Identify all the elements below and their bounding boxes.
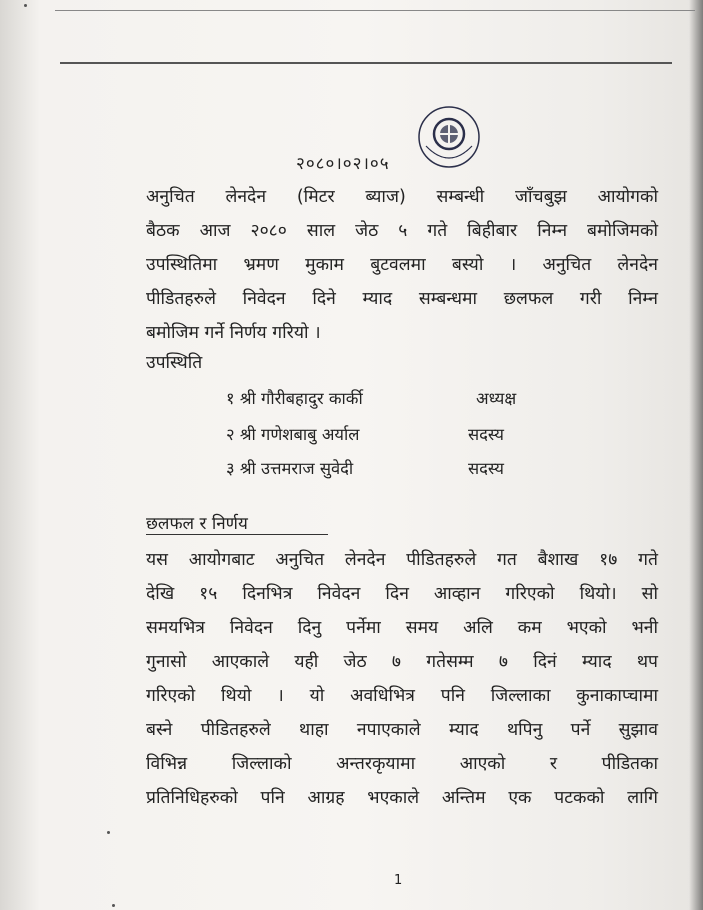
paper-top-edge xyxy=(55,10,695,11)
commission-seal-icon xyxy=(416,104,482,170)
discussion-line: यस आयोगबाट अनुचित लेनदेन पीडितहरुले गत बैशाख १७ गते xyxy=(146,550,658,570)
member-role: सदस्य xyxy=(468,425,504,444)
member-name: १ श्री गौरीबहादुर कार्की xyxy=(226,389,363,408)
discussion-line: देखि १५ दिनभित्र निवेदन दिन आव्हान गरिएको थियो। सो xyxy=(146,584,658,604)
page-number: 1 xyxy=(394,873,403,888)
discussion-line: गरिएको थियो । यो अवधिभित्र पनि जिल्लाका कुनाकाप्चामा xyxy=(146,686,658,706)
header-rule xyxy=(60,62,672,64)
discussion-paragraph xyxy=(146,543,658,815)
scan-speck xyxy=(107,831,110,834)
discussion-heading: छलफल र निर्णय xyxy=(146,514,248,534)
intro-line: उपस्थितिमा भ्रमण मुकाम बुटवलमा बस्यो । अनुचित लेनदेन xyxy=(146,255,658,275)
discussion-line: बस्ने पीडितहरुले थाहा नपाएकाले म्याद थपिनु पर्ने सुझाव xyxy=(146,720,658,740)
discussion-line: समयभित्र निवेदन दिनु पर्नेमा समय अलि कम भएको भनी xyxy=(146,618,658,638)
discussion-line: गुनासो आएकाले यही जेठ ७ गतेसम्म ७ दिनं म्याद थप xyxy=(146,652,658,672)
attendance-heading: उपस्थिति xyxy=(146,353,203,373)
member-name: ३ श्री उत्तमराज सुवेदी xyxy=(226,459,354,478)
discussion-line: विभिन्न जिल्लाको अन्तरकृयामा आएको र पीडितका xyxy=(146,754,658,774)
intro-line: पीडितहरुले निवेदन दिने म्याद सम्बन्धमा छलफल गरी निम्न xyxy=(146,289,658,309)
intro-line: बैठक आज २०८० साल जेठ ५ गते बिहीबार निम्न बमोजिमको xyxy=(146,221,658,241)
scan-shadow xyxy=(689,0,703,910)
member-role: सदस्य xyxy=(468,459,504,478)
member-name: २ श्री गणेशबाबु अर्याल xyxy=(226,425,360,444)
scan-speck xyxy=(24,4,27,7)
intro-line: बमोजिम गर्ने निर्णय गरियो । xyxy=(146,323,321,343)
intro-paragraph xyxy=(146,180,658,350)
meeting-date: २०८०।०२।०५ xyxy=(296,154,390,174)
scan-speck xyxy=(112,904,115,907)
member-role: अध्यक्ष xyxy=(476,389,517,408)
intro-line: अनुचित लेनदेन (मिटर ब्याज) सम्बन्धी जाँचबुझ आयोगको xyxy=(146,187,658,207)
discussion-line: प्रतिनिधिहरुको पनि आग्रह भएकाले अन्तिम एक पटकको लागि xyxy=(146,788,658,808)
heading-underline xyxy=(146,534,328,535)
